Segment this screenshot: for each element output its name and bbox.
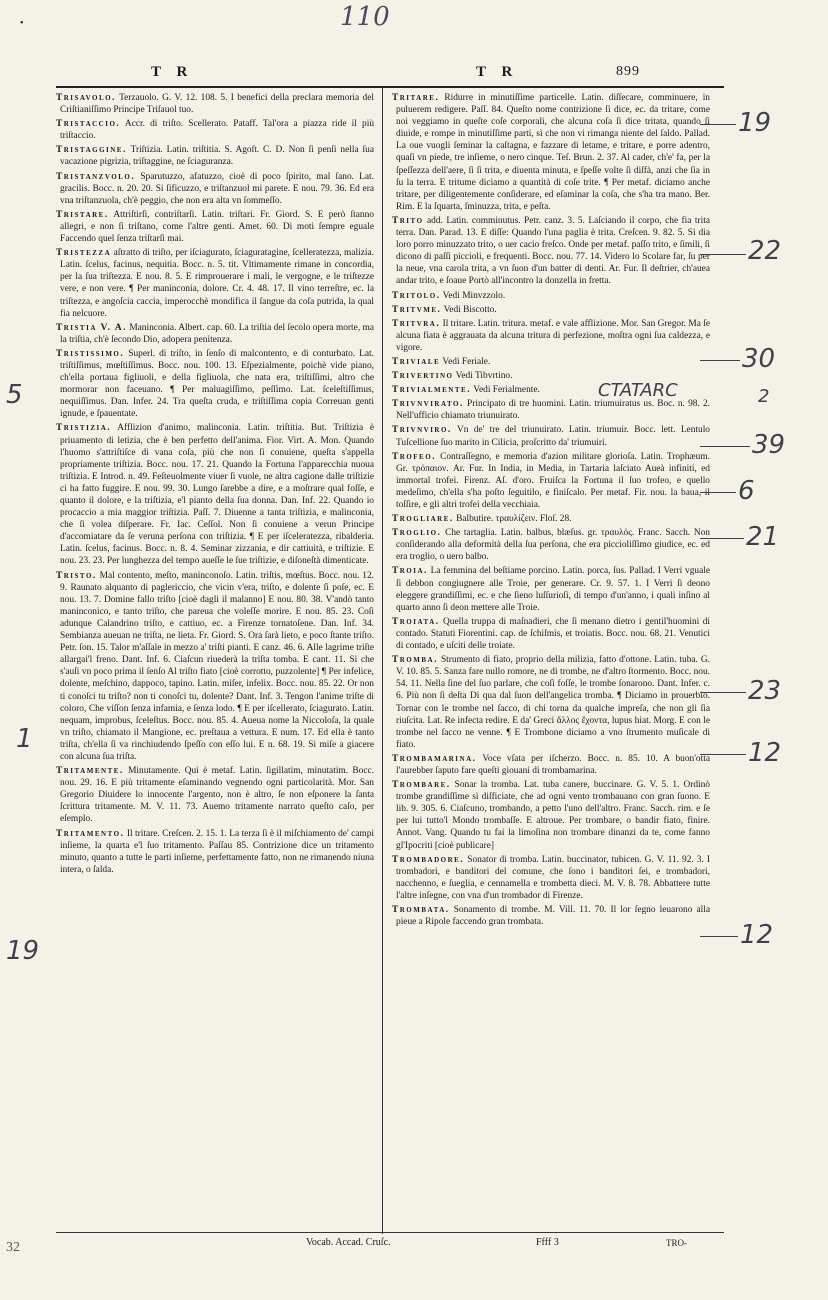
entry-headword: Tristia V. A. xyxy=(56,322,127,333)
margin-line xyxy=(700,360,740,361)
running-head-left: T R xyxy=(151,64,194,80)
page-dot: • xyxy=(20,18,24,29)
margin-line xyxy=(700,446,750,447)
entry xyxy=(56,570,374,764)
entry-headword: Trombare. xyxy=(392,780,451,791)
column-divider xyxy=(382,88,383,1234)
entry-text: Principato di tre huomini. Latin. triumuiratus us. Boc. n. 98. 2. Nell'ufficio chiamato triunuirato. xyxy=(396,399,710,422)
entry-headword: Tristaccio. xyxy=(56,119,121,130)
margin-note: 39 xyxy=(752,430,786,460)
entry-text: aſtratto di triſto, per iſciagurato, ſciaguratagine, ſcelleratezza, malizia. Latin. ſcelus, facinus, nequitia. Bocc. n. 5. tit. Vltimamente rimane in concordia, per la ſua triſtezza. E nou. 8. 5. E rimprouerare i mali, le vergogne, e le triſtezze vere, e non vere. ¶ Per maninconia, dolore. Cr. 4. 48. 17. Il vino terreſtre, ec. la triſtezza, e angoſcia caccia, imperocchè mondifica il ſangue da coſa putrida, la qual fia nelcuore. xyxy=(60,248,374,319)
entry-headword: Triviale xyxy=(392,356,441,367)
entry-text: Vedi Ferialmente. xyxy=(473,385,540,396)
entry-text: Afflizion d'animo, malinconia. Latin. triſtitia. But. Triſtizia è priuamento di letizia, che è ben perfetto dell'anima. Fior. Virt. A. Mon. Quando l'huomo s'attriſtiſce di vana coſa, più che non ſi conuiene, queſta s'appella propriamente triſtizia. Bocc. nou. 17. 21. Quando la Fortuna l'apparecchia nuoua triſtizia. E Introd. n. 49. Feſteuolmente viuer ſi vuole, ne altra cagione dalle triſtizie ci ha fatto fuggire. E nou. 99. 30. Lungo ſarebbe a dire, e a moſtrare qual foſſe, e quanto il dolore, e la triſtizia, e'l pianto della ſua donna. Dan. Inf. 22. Quando io procaccio a mia maggior triſtizia. Paſſ. 7. Diuenne a tanta triſtizia, e malinconia, che ſi volea diſperare. Fr. Iac. Ceſſol. Non ſi conuiene a verun Principe d'accomiatare da ſe veruna perſona con triſtizia. ¶ E per iſceleratezza, ribalderia. Latin. ſcelus, facinus. Bocc. n. 8. 4. Seminar zizzania, e dir cattiuità, e triſtizie. E nou. 23. 23. Per lunghezza del tempo aueſſe le ſue triſtizie, e diſoneſtà dimenticate. xyxy=(60,423,374,567)
margin-note: 6 xyxy=(738,476,755,506)
footer-signature: Ffff 3 xyxy=(536,1237,559,1248)
entry-text: Quella truppa di maſnadieri, che ſi menano dietro i gentil'huomini di contado. Statuti Fiorentini. cap. de ſchiſmis, et troiatis. Bocc. nou. 68. 21. Venutici di contado, e uſciti delle troiate. xyxy=(396,616,710,652)
entry xyxy=(392,904,710,928)
entry-headword: Troiata. xyxy=(392,616,440,627)
entry-headword: Trivertino xyxy=(392,371,454,382)
entry xyxy=(392,318,710,354)
margin-line xyxy=(700,936,738,937)
entry-text: Vedi Minvzzolo. xyxy=(442,290,506,301)
entry-text: La femmina del beſtiame porcino. Latin. porca, ſus. Pallad. I Verri vguale ſi debbon congiugnere alle Troie, per generare. Cr. 9. 57. 1. I Verri ſi deono eleggere grandiſſimi, ec. e che ſieno luſſurioſi, di tempo d'un'anno, i quali inſino al quarto anno ſi deon mettere alle Troie. xyxy=(396,566,710,613)
left-column xyxy=(56,92,374,1232)
entry xyxy=(392,304,710,316)
entry xyxy=(56,144,374,168)
entry-headword: Tristanzvolo. xyxy=(56,171,136,182)
entry-text: Superl. di triſto, in ſenſo di malcontento, e di conturbato. Lat. triſtiſſimus, mœſtiſſimus. Bocc. nou. 100. 13. Eſpezialmente, poichè vide piano, ch'ella portaua figliuoli, e della figliuola, che nata era, triſtiſſimi, altro che mormorar non faceuano. ¶ Per maluagiſſimo, peſſimo. Lat. ſceleſtiſſimus, nequiſſimus. Dan. Infer. 24. Tra queſta cruda, e triſtiſſima copia Correuan genti ignude, e ſpauentate. xyxy=(60,348,374,420)
entry-headword: Tritamento. xyxy=(56,828,125,839)
margin-line xyxy=(700,692,746,693)
footer-catchword: TRO- xyxy=(666,1238,687,1248)
margin-note: 2 xyxy=(758,386,770,407)
margin-note: 22 xyxy=(748,236,782,266)
entry-text: Strumento di fiato, proprio della milizia, fatto d'ottone. Latin. tuba. G. V. 10. 85. 5. Sanza fare nullo romore, ne di trombe, ne d'altro ſtormento. Bocc. nou. 54. 11. Nella ſine del ſuo parlare, che coſì foſſe, le trombe ſonarono. Dant. Infer. c. 6. Più non ſi deſta Di qua dal ſuon dell'angelica tromba. ¶ Diciamo in prouerbio. Tornar con le trombe nel ſacco, di chi torna da qualche impreſa, che non gli ſia riuſcita. Lat. Re infecta redire. E da' Greci ἄλλος ἔχοντα, lupus hiat. Morg. E con le trombe nel ſacco ne venne. ¶ E Trombone diciamo a vno ſtrumento muſicale di fiato. xyxy=(396,655,710,750)
margin-note: 5 xyxy=(6,380,23,410)
margin-note: 21 xyxy=(746,522,780,552)
entry-text: Attriſtirſi, contriſtarſi. Latin. triſtari. Fr. Giord. S. E però ſtanno allegri, e non ſi triſtano, come l'altre genti. Amet. 60. Di moti ſempre eguale Faccendo quel ſenza triſtarſi mai. xyxy=(60,209,374,245)
entry-headword: Tristare. xyxy=(56,209,109,220)
entry-headword: Tristezza xyxy=(56,248,112,259)
margin-line xyxy=(700,492,736,493)
entry-text: Il tritare. Latin. tritura. metaf. e vale afflizione. Mor. San Gregor. Ma ſe alcuna fiata è aggrauata da alcuna tritura di perfezione, moſtra ogni ſua caldezza, e vigore. xyxy=(396,318,710,353)
header-rule xyxy=(56,86,724,88)
entry-headword: Trivnvirato. xyxy=(392,399,464,410)
entry-headword: Trombata. xyxy=(392,905,450,915)
entry-headword: Tritare. xyxy=(392,93,440,103)
entry xyxy=(392,398,710,422)
entry-headword: Tritolo. xyxy=(392,290,441,301)
entry xyxy=(392,616,710,652)
entry-headword: Tristo. xyxy=(56,570,97,581)
entry xyxy=(56,828,374,876)
entry xyxy=(56,247,374,320)
entry xyxy=(392,92,710,213)
margin-note: CTATARC xyxy=(598,380,678,401)
entry-text: Vedi Feriale. xyxy=(442,356,491,367)
footer-catchword-line: Vocab. Accad. Cruſc. xyxy=(306,1237,391,1248)
entry-text: Sparutuzzo, afatuzzo, cioè di poco ſpirito, mal ſano. Lat. gracilis. Bocc. n. 20. 20. Si ſificuzzo, e triſtanzuol mi parete. E nou. 79. 36. Ed era vna triſtanzuola, ch'è peggio, che non era alta vn ſommeſſo. xyxy=(60,171,374,206)
entry-text: Mal contento, meſto, maninconoſo. Latin. triſtis, mœſtus. Bocc. nou. 12. 9. Raunato alquanto di paglericcio, che vicin v'era, triſto, e dolente ſi poſe, ec. E nou. 13. 7. Domine fallo triſto [cioè dagli il malanno] E nou. 80. 38. V'andò tanto maninconico, e tanto triſto, che pareua che voleſſe morire. E nou. 85. 23. Coſì adunque Calandrino triſto, e cattiuo, ec. a Firenze tornatoſene. Dan. Inf. 34. Sembianza aueuan ne triſta, ne lieta. Fr. Giord. S. Ora ſarà lieto, e poco ſtante triſto. Petr. ſon. 15. Talor m'aſſale in mezzo a' triſti pianti. E canz. 46. 6. Alle lagrime triſte allargai'l freno. Dant. Inf. 6. Ciaſcun riuederà la triſta tomba. E cant. 11. Si che s'auſi vn poco prima il ſenſo Al triſto fiato [cioè corrotto, puzzolente] ¶ Per infelice, dolente, meſchino, dappoco, tapino. Latin. miſer, infelix. Bocc. nou. 85. 22. Or non ti conoſci tu triſto? non ti conoſci tu, dolente? Dant. Inf. 3. Tengon l'anime triſte di coloro, Che viſſon ſenza infamia, e ſenza lodo. ¶ E per iſcellerato, ſciagurato. Latin. nequam, improbus, ſceleſtus. Bocc. nou. 85. 4. Aueua nome la Niccoloſa, la quale vn triſto, chiamato il Mangione, ec. preſtaua a vettura. E num. 17. Ed ella è tanto triſta, ch'ella ſi va rinchiudendo ſpeſſo con eſſo lui. E n. 68. 19. Si miſe a giacere con alcuna ſua triſta. xyxy=(60,570,374,762)
right-column xyxy=(392,92,710,1232)
margin-note: 19 xyxy=(6,936,40,966)
entry xyxy=(56,209,374,245)
entry xyxy=(392,779,710,852)
entry-text: Voce vſata per iſcherzo. Bocc. n. 85. 10. A buon'otta l'aurebber ſaputo fare queſti giouani di trombamarina. xyxy=(396,753,710,776)
margin-note: 23 xyxy=(748,676,782,706)
entry xyxy=(392,753,710,777)
entry-text: Ridurre in minutiſſime particelle. Latin. diſſecare, comminuere, in puluerem redigere. Paſſ. 84. Queſto nome contrizione ſi dice, ec. da tritare, come noi veggiamo in queſte coſe corporali, che alcuna coſa ſi dice tritata, quando ſi diuide, e rompe in minutiſſime parti, sì che non vi rimanga niente del ſaldo. Pallad. La oue vuogli ſeminar la caſtagna, e fazzare di letame, e tritare, e porre adentro, quaſi vn piede, tre inſieme, o nero cinque. Teſ. Brun. 2. 37. Al cader, ch'e' fa, per la ſpeſſezza dell'aere, ſi ſi trita, e diuenta minuta, e ſpeſſe volte ſi diſfà, anzi che ſia in ſu la terra. E tritume diciamo a quantità di coſe trite. ¶ Per metaf. diciamo anche tritare, per diligentemente conſiderare, ed eſaminar la coſa, che s'ha tra mano. Ber. Rim. E la ſquarta, ſminuzza, trita, e peſta. xyxy=(396,93,710,212)
margin-line xyxy=(700,754,746,755)
entry xyxy=(56,322,374,346)
top-handwritten-note: 110 xyxy=(340,2,390,32)
entry-headword: Trito xyxy=(392,215,424,226)
entry-headword: Tristissimo. xyxy=(56,348,125,359)
entry xyxy=(392,854,710,902)
entry xyxy=(392,451,710,511)
entry-text: Vedi Tibvrtino. xyxy=(455,371,513,382)
entry-headword: Trombadore. xyxy=(392,854,465,865)
entry-text: Triſtizia. Latin. triſtitia. S. Agoſt. C. D. Non ſi penſi nella ſua vacazione pigrizia, triſtaggine, ne ſciaguranza. xyxy=(60,145,374,168)
entry-text: Vn de' tre del triunuirato. Latin. triumuir. Bocc. lett. Lentulo Tuſcellione ſuo marito in Cilicia, proſcritto da' triumuiri. xyxy=(396,425,710,448)
entry-headword: Tristaggine. xyxy=(56,145,127,156)
entry-text: Terzauolo. G. V. 12. 108. 5. I benefici della preclara memoria del Criſtianiſſimo Principe Triſauol tuo. xyxy=(60,93,374,116)
margin-note: 30 xyxy=(742,344,776,374)
margin-line xyxy=(700,254,746,255)
entry xyxy=(392,424,710,448)
entry-headword: Trogliare. xyxy=(392,514,454,525)
entry-text: Maninconia. Albert. cap. 60. La triſtia del ſecolo opera morte, ma la triſtia, ch'è ſecondo Dio, adopera penitenza. xyxy=(60,322,374,345)
entry xyxy=(56,765,374,825)
entry-headword: Troglio. xyxy=(392,528,442,539)
entry xyxy=(392,654,710,751)
entry-text: add. Latin. comminutus. Petr. canz. 3. 5. Laſciando il corpo, che fia trita terra. Dan. Parad. 13. E diſſe: Quando l'una paglia è trita. Creſcen. 9. 82. 5. Si dia loro porro minuzzato trito, o uer cacio freſco. Onde per metaf. paſſo trito, e ſimili, ſi dicono di paſſi piccioli, e frequenti. Bocc. nou. 77. 14. Videro lo Scolare far, ſu per la neue, vna carola trita, a vn ſuon d'un batter di denti. Ar. Fur. Il deſtrier, ch'auea andar trito, e ſoaue Portò all'incontro la donzella in fretta. xyxy=(396,215,710,287)
margin-line xyxy=(700,124,736,125)
margin-note: 19 xyxy=(738,108,772,138)
entry-text: Che tartaglia. Latin. balbus, blæſus. gr. τραυλός. Franc. Sacch. Non conſiderando alla deformità della ſua perſona, che era piccioliſſimo giudice, ec. ed era troglio, o uero balbo. xyxy=(396,528,710,563)
entry-text: Vedi Biscotto. xyxy=(443,304,497,315)
margin-line xyxy=(700,538,744,539)
entry-text: Sonar la tromba. Lat. tuba canere, buccinare. G. V. 5. 1. Ordinò trombe grandiſſime sì diſficiate, che ad ogni vento trombauano con gran ſuono. E lib. 9. 305. 6. Ciaſcuno, trombando, a petto l'uno dell'altro. Franc. Sacch. rim. e ſe per lui tutto'l Mondo trombaſſe. E altroue. Per trombare, o bandir fiato, finire. Annot. Vang. Quando tu fai la limoſina non trombare dinanzi da te, come fanno gl'Ipocriti [cioè publicare] xyxy=(396,780,710,851)
margin-note: 12 xyxy=(748,738,782,768)
corner-note: 32 xyxy=(6,1240,20,1255)
entry xyxy=(56,171,374,207)
entry-text: Sonamento di trombe. M. Vill. 11. 70. Il lor ſegno leuarono alla pieue a Ripole faccendo gran trombata. xyxy=(396,905,710,928)
entry-text: Sonator di tromba. Latin. buccinator, tubicen. G. V. 11. 92. 3. I trombadori, e banditori del comune, che ſono i banditori ſei, e trombadori, nacchenno, e ſueglia, e cennamella e trombetta dieci. M. V. 8. 78. Abbattere tutte l'altre inſegne, con vna d'un trombador di Firenze. xyxy=(396,854,710,901)
entry-headword: Tristizia. xyxy=(56,423,112,434)
entry-text: Minutamente. Quì è metaf. Latin. ſigillatim, minutatim. Bocc. nou. 29. 16. E più tritamente eſaminando vegnendo ogni particolarità. Mor. San Gregorio Diuidere lo innocente l'argento, non è altro, ſe non eſponere la ſanta ſcrittura tritamente. M. V. 11. 73. Auemo tritamente narrato queſto caſo, per eſemplo. xyxy=(60,766,374,825)
entry xyxy=(392,290,710,302)
entry xyxy=(392,215,710,288)
dictionary-page xyxy=(56,64,724,1254)
running-head-right: T R xyxy=(476,64,519,80)
entry xyxy=(56,92,374,116)
entry-text: Balbutire. τραυλίζειν. Floſ. 28. xyxy=(456,514,572,525)
page-number: 899 xyxy=(616,64,640,79)
entry-headword: Tritvra. xyxy=(392,318,441,329)
entry-text: Il tritare. Creſcen. 2. 15. 1. La terza ſi è il miſchiamento de' campi inſieme, la quarta e'l ſuo tritamento. Paſſau 85. Contrizione dice un tritamento minuto, quanto a tutte le parti inſieme, perfettamente fatto, non ne rimanendo niuna intera, o ſalda. xyxy=(60,828,374,875)
entry xyxy=(56,118,374,142)
entry-headword: Trisavolo. xyxy=(56,93,116,103)
margin-note: 12 xyxy=(740,920,774,950)
entry-headword: Trivnviro. xyxy=(392,425,452,436)
entry-headword: Tritvme. xyxy=(392,304,442,315)
entry-headword: Trivialmente. xyxy=(392,385,472,396)
entry xyxy=(392,513,710,525)
entry-text: Accr. di triſto. Scellerato. Pataff. Tal'ora a piazza ride il più triſtaccio. xyxy=(60,119,374,142)
margin-note: 1 xyxy=(16,724,33,754)
entry-headword: Trofeo. xyxy=(392,451,436,462)
entry-headword: Tritamente. xyxy=(56,766,124,777)
entry-headword: Troia. xyxy=(392,566,428,577)
entry-headword: Trombamarina. xyxy=(392,753,477,764)
entry xyxy=(392,527,710,563)
entry-headword: Tromba. xyxy=(392,655,438,666)
entry-text: Contraſſegno, e memoria d'azion militare glorioſa. Latin. Trophæum. Gr. τρόπαιον. Ar. Fur. In India, in Media, in Tartaria laſciato Aueà infiniti, ed immortal trofei. Firenz. Aſ. d'oro. Fruiſca la Fortuna il ſuo trofeo, e quello medeſimo, ch'ella s'ha poſto ſeguitilo, e finiſcalo. Per metaf. Fir. nou. la baua, il toſſire, e gli altri trofei della vecchiaia. xyxy=(396,451,710,510)
entry xyxy=(56,422,374,567)
entry xyxy=(56,348,374,421)
entry xyxy=(392,565,710,613)
footer-rule xyxy=(56,1232,724,1233)
entry xyxy=(392,356,710,368)
